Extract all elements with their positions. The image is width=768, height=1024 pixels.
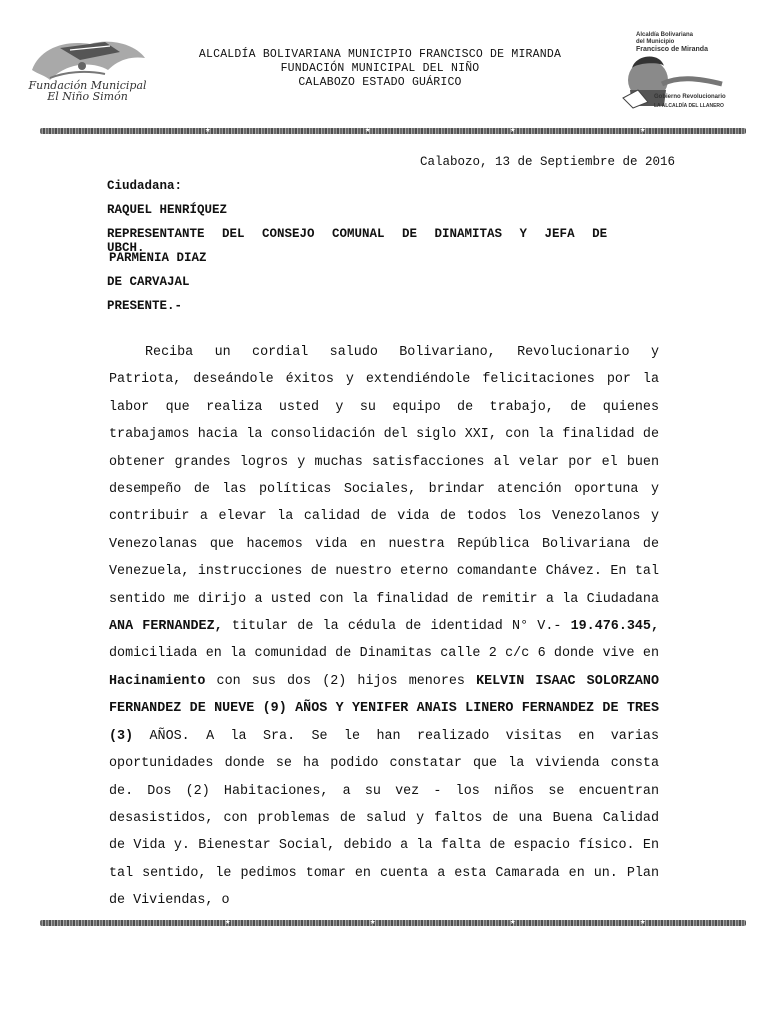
beneficiary-id: 19.476.345,	[570, 619, 660, 635]
children-names: KELVIN ISAAC SOLORZANO FERNANDEZ DE NUEVE (9) AÑOS Y YENIFER ANAIS LINERO FERNANDEZ DE TRES (3)	[109, 673, 659, 744]
header-divider: ★ ★ ★ ★	[40, 128, 746, 134]
addressee-salutation: Ciudadana:	[107, 179, 183, 193]
beneficiary-name: ANA FERNANDEZ,	[109, 619, 223, 635]
footer-divider: ★ ★ ★ ★	[40, 920, 746, 926]
addressee-name-2-line-1: PARMENIA DIAZ	[109, 251, 207, 265]
logo-right-text-5: LA ALCALDÍA DEL LLANERO	[654, 103, 724, 109]
body-part-5: AÑOS. A la Sra. Se le han realizado visitas en varias oportunidades donde se ha podido constatar que la vivienda consta de. Dos (2) Habitaciones, a su vez - los niños se encuentran desasistidos, con problemas de salud y faltos de una Buena Calidad de Vida y. Bienestar Social, debido a la falta de espacio físico. En tal sentido, le pedimos tomar en cuenta a esta Camarada en un. Plan de Viviendas, o	[109, 728, 659, 909]
letter-body	[109, 339, 659, 915]
logo-left-caption: Fundación Municipal El Niño Simón	[28, 79, 147, 103]
body-part-2: titular de la cédula de identidad N° V.-	[222, 619, 571, 635]
letterhead-line-1: ALCALDÍA BOLIVARIANA MUNICIPIO FRANCISCO DE MIRANDA	[198, 48, 562, 61]
housing-condition: Hacinamiento	[109, 673, 206, 689]
letterhead-line-3: CALABOZO ESTADO GUÁRICO	[298, 76, 462, 89]
letter-date: Calabozo, 13 de Septiembre de 2016	[420, 155, 676, 169]
body-part-3: domiciliada en la comunidad de Dinamitas calle 2 c/c 6 donde vive en	[109, 646, 659, 662]
logo-right-text-1: Alcaldía Bolivariana	[636, 32, 694, 38]
addressee-name-2-line-2: DE CARVAJAL	[107, 275, 190, 289]
addressee-closing: PRESENTE.-	[107, 299, 183, 313]
addressee-name: RAQUEL HENRÍQUEZ	[107, 203, 228, 217]
logo-right-text-4: Gobierno Revolucionario	[654, 94, 726, 100]
logo-right-text-2: del Municipio	[636, 39, 675, 45]
logo-right-text-3: Francisco de Miranda	[636, 46, 708, 53]
addressee-role: REPRESENTANTE DEL CONSEJO COMUNAL DE DINAMITAS Y JEFA DE UBCH.	[107, 227, 608, 255]
body-part-1: Reciba un cordial saludo Bolivariano, Revolucionario y Patriota, deseándole éxitos y extendiéndole felicitaciones por la labor que realiza usted y su equipo de trabajo, de quienes trabajamos hacia la consolidación del siglo XXI, con la finalidad de obtener grandes logros y muchas satisfacciones al velar por el buen desempeño de las políticas Sociales, brindar atención oportuna y contribuir a elevar la calidad de vida de todos los Venezolanos y Venezolanas que hacemos vida en nuestra República Bolivariana de Venezuela, instrucciones de nuestro eterno comandante Chávez. En tal sentido me dirijo a usted con la finalidad de remitir a la Ciudadana	[109, 345, 659, 607]
body-part-4: con sus dos (2) hijos menores	[205, 673, 477, 689]
letterhead-line-2: FUNDACIÓN MUNICIPAL DEL NIÑO	[280, 62, 480, 75]
letterhead-title	[160, 48, 600, 90]
